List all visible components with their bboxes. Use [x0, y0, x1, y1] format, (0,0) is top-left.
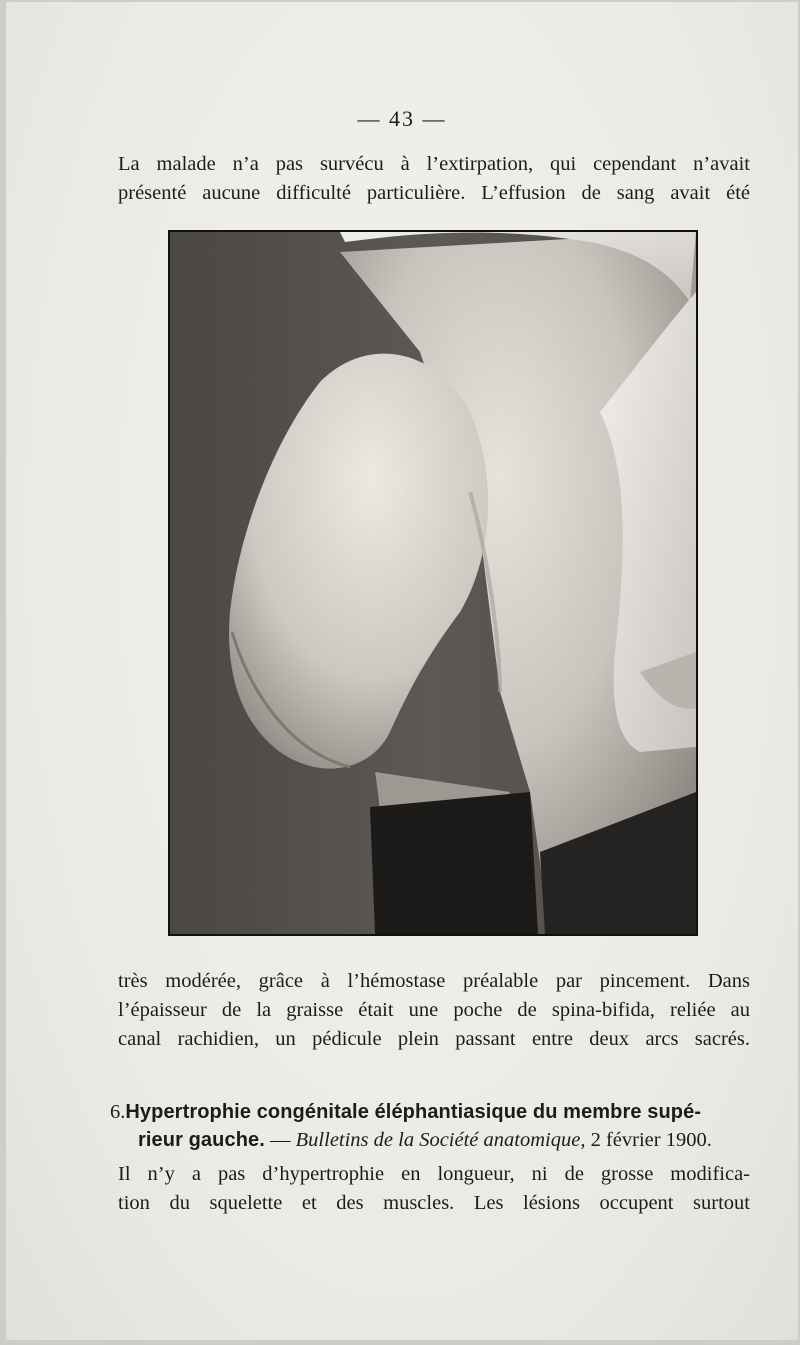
paragraph-3	[118, 1160, 750, 1218]
paragraph-3-line-2: tion du squelette et des muscles. Les lésions occupent surtout	[118, 1192, 750, 1214]
medical-photograph	[168, 230, 698, 936]
page-number: — 43 —	[357, 106, 447, 131]
section-heading	[110, 1098, 750, 1154]
paragraph-2-line-1: très modérée, grâce à l’hémostase préalable par pincement. Dans	[118, 970, 750, 992]
section-title-part-1: Hypertrophie congénitale éléphantiasique du membre supé-	[125, 1101, 702, 1123]
section-source: Bulletins de la Société anatomique,	[295, 1129, 586, 1151]
section-heading-line-1	[110, 1098, 750, 1126]
paragraph-3-line-1: Il n’y a pas d’hypertrophie en longueur, ni de grosse modifica-	[118, 1163, 750, 1185]
section-title-part-2: rieur gauche.	[138, 1129, 265, 1151]
section-dash: —	[264, 1129, 296, 1151]
section-date: 2 février 1900.	[585, 1129, 712, 1151]
section-number: 6.	[110, 1101, 126, 1123]
section-heading-line-2	[110, 1126, 750, 1154]
paragraph-1	[118, 150, 750, 208]
paragraph-2	[118, 967, 750, 1054]
paragraph-2-line-2: l’épaisseur de la graisse était une poche de spina-bifida, reliée au	[118, 999, 750, 1021]
photograph-icon	[170, 232, 696, 934]
paragraph-1-line-1: La malade n’a pas survécu à l’extirpation, qui cependant n’avait	[118, 153, 750, 175]
paragraph-2-line-3: canal rachidien, un pédicule plein passant entre deux arcs sacrés.	[118, 1028, 750, 1050]
paragraph-1-line-2: présenté aucune difficulté particulière. L’effusion de sang avait été	[118, 182, 750, 204]
book-page	[6, 2, 798, 1340]
